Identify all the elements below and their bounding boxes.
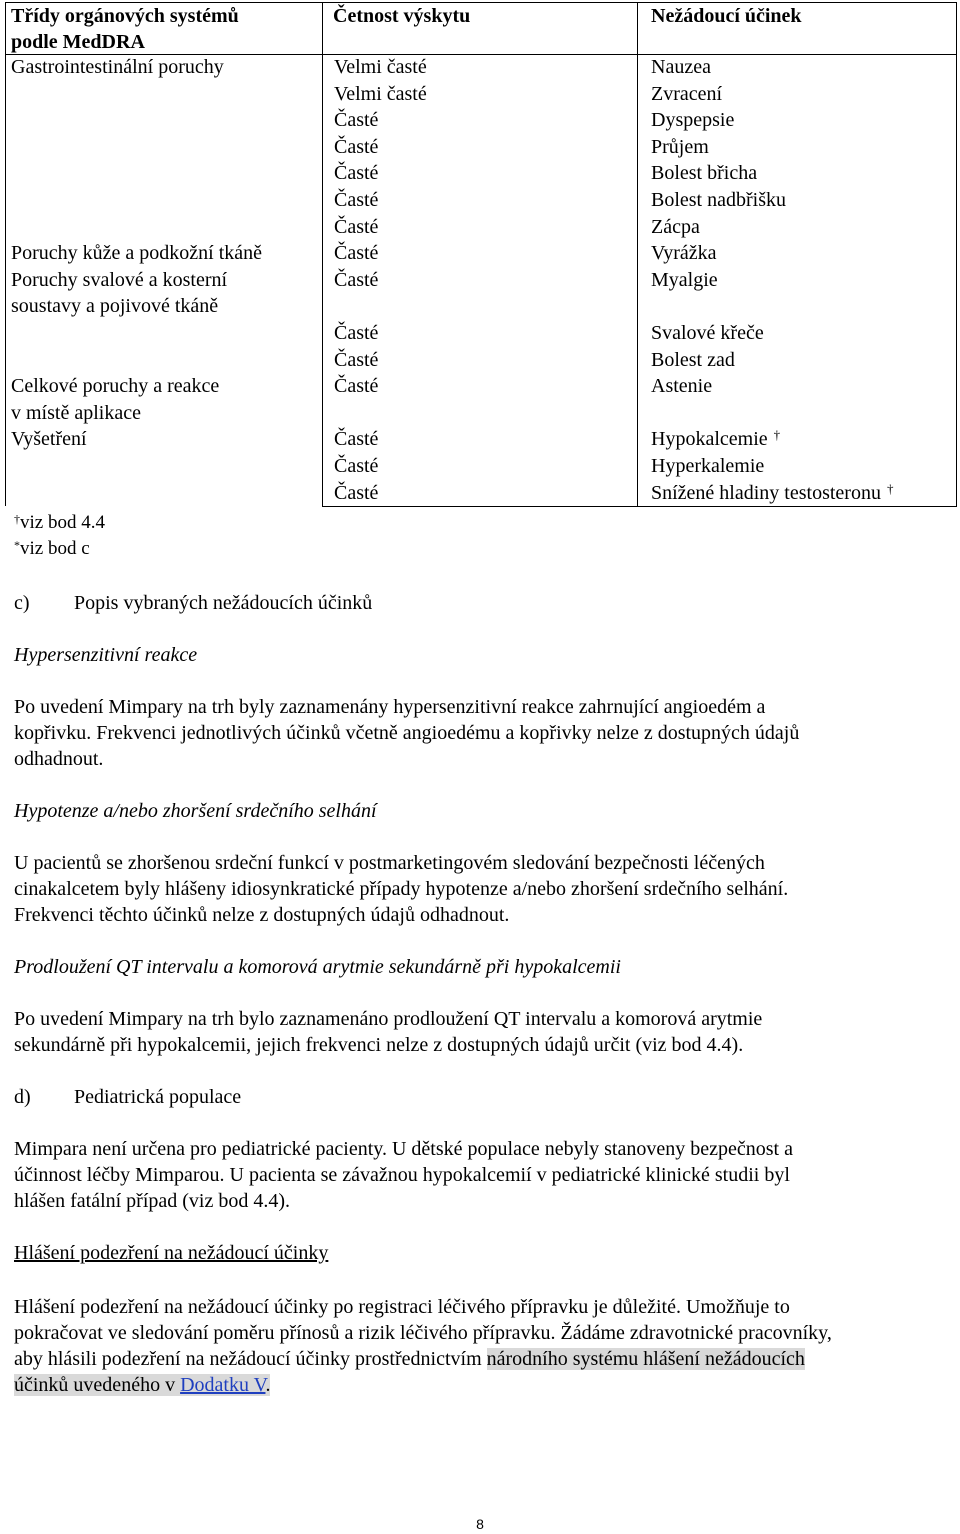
table-cell-effect: Hyperkalemie: [651, 455, 765, 477]
dagger-mark: †: [886, 480, 894, 496]
reporting-paragraph: Hlášení podezření na nežádoucí účinky po registraci léčivého přípravku je důležité. Umožňuje to pokračovat ve sledování poměru přínosů a rizik léčivého přípravku. Žádáme zdravotnické pracovníky, aby hlásili podezření na nežádoucí účinky prostřednictvím národního systému hlášení nežádoucích účinků uvedeného v Dodatku V.: [14, 1296, 832, 1396]
table-border-right: [956, 2, 957, 506]
table-cell-frequency: Časté: [334, 428, 379, 451]
header-soc: Třídy orgánových systémů: [11, 5, 239, 27]
table-cell-frequency: Časté: [334, 348, 379, 371]
table-cell-frequency: Časté: [334, 215, 379, 238]
adverse-effects-table: [5, 2, 957, 506]
table-cell-effect: Zvracení: [651, 82, 723, 105]
table-cell-frequency: Časté: [334, 242, 379, 265]
table-cell-soc: soustavy a pojivové tkáně: [11, 295, 219, 318]
pediatric-paragraph: Mimpara není určena pro pediatrické pacienty. U dětské populace nebyly stanoveny bezpečnost a účinnost léčby Mimparou. U pacienta se závažnou hypokalcemií v pediatrické klinické studii byl hlášen fatální případ (viz bod 4.4).: [14, 1138, 793, 1212]
table-cell-soc: Gastrointestinální poruchy: [11, 56, 224, 78]
table-cell-frequency: Časté: [334, 135, 379, 158]
appendix-v-link[interactable]: Dodatku V: [180, 1374, 266, 1396]
section-c-heading: c) Popis vybraných nežádoucích účinků: [14, 592, 373, 614]
table-cell-effect: Zácpa: [651, 215, 700, 238]
table-cell-effect: Myalgie: [651, 268, 718, 291]
table-cell-frequency: Časté: [334, 109, 379, 132]
table-cell-effect: Vyrážka: [651, 242, 717, 265]
table-cell-effect: Nauzea: [651, 56, 711, 78]
footnote-asterisk: *viz bod c: [14, 538, 90, 559]
table-cell-effect: Bolest břicha: [651, 162, 758, 185]
table-cell-effect: Bolest zad: [651, 348, 735, 371]
qt-paragraph: Po uvedení Mimpary na trh bylo zaznamenáno prodloužení QT intervalu a komorová arytmie sekundárně při hypokalcemii, jejich frekvenci nelze z dostupných údajů určit (viz bod 4.4).: [14, 1008, 763, 1056]
table-cell-effect: Dyspepsie: [651, 109, 735, 132]
hypotension-heading: Hypotenze a/nebo zhoršení srdečního selhání: [14, 800, 377, 822]
header-soc: podle MedDRA: [11, 31, 145, 53]
table-cell-soc: Celkové poruchy a reakce: [11, 375, 220, 398]
table-cell-effect: Průjem: [651, 135, 709, 158]
effect-text: Hypokalcemie: [651, 428, 768, 451]
table-column-rule: [637, 2, 638, 506]
header-frequency: Četnost výskytu: [333, 5, 471, 27]
qt-heading: Prodloužení QT intervalu a komorová arytmie sekundárně při hypokalcemii: [14, 956, 621, 978]
hypotension-paragraph: U pacientů se zhoršenou srdeční funkcí v postmarketingovém sledování bezpečnosti léčených cinakalcetem byly hlášeny idiosynkratické případy hypotenze a/nebo zhoršení srdečního selhání. Frekvenci těchto účinků nelze z dostupných údajů odhadnout.: [14, 852, 789, 926]
table-cell-frequency: Časté: [334, 268, 379, 291]
table-cell-effect: [651, 426, 780, 452]
table-border-bottom: [322, 506, 957, 507]
table-cell-soc: Vyšetření: [11, 428, 87, 451]
dagger-mark: †: [773, 427, 781, 443]
table-border-left: [5, 2, 6, 506]
table-cell-frequency: Časté: [334, 481, 379, 504]
header-effect: Nežádoucí účinek: [651, 5, 802, 27]
table-cell-frequency: Časté: [334, 162, 379, 185]
hypersensitivity-paragraph: Po uvedení Mimpary na trh byly zaznamenány hypersenzitivní reakce zahrnující angioedém a kopřivku. Frekvenci jednotlivých účinků včetně angioedému a kopřivky nelze z dostupných údajů odhadnout.: [14, 696, 800, 770]
footnote-dagger: †viz bod 4.4: [14, 512, 105, 533]
table-cell-frequency: Časté: [334, 189, 379, 211]
table-cell-frequency: Velmi časté: [334, 82, 427, 105]
table-cell-soc: Poruchy svalové a kosterní: [11, 268, 228, 291]
table-cell-frequency: Časté: [334, 322, 379, 344]
table-cell-frequency: Časté: [334, 455, 379, 477]
page-number: 8: [476, 1516, 484, 1532]
table-cell-effect: Svalové křeče: [651, 322, 764, 344]
table-column-rule: [322, 2, 323, 506]
section-d-heading: d) Pediatrická populace: [14, 1086, 242, 1108]
table-cell-effect: [651, 480, 893, 506]
table-cell-frequency: Časté: [334, 375, 379, 398]
table-cell-effect: Astenie: [651, 375, 713, 398]
table-cell-soc: v místě aplikace: [11, 401, 141, 424]
reporting-heading: Hlášení podezření na nežádoucí účinky: [14, 1242, 329, 1264]
table-cell-frequency: Velmi časté: [334, 56, 427, 78]
effect-text: Snížené hladiny testosteronu: [651, 481, 881, 504]
hypersensitivity-heading: Hypersenzitivní reakce: [14, 644, 198, 666]
table-cell-soc: Poruchy kůže a podkožní tkáně: [11, 242, 263, 265]
table-cell-effect: Bolest nadbřišku: [651, 189, 786, 211]
